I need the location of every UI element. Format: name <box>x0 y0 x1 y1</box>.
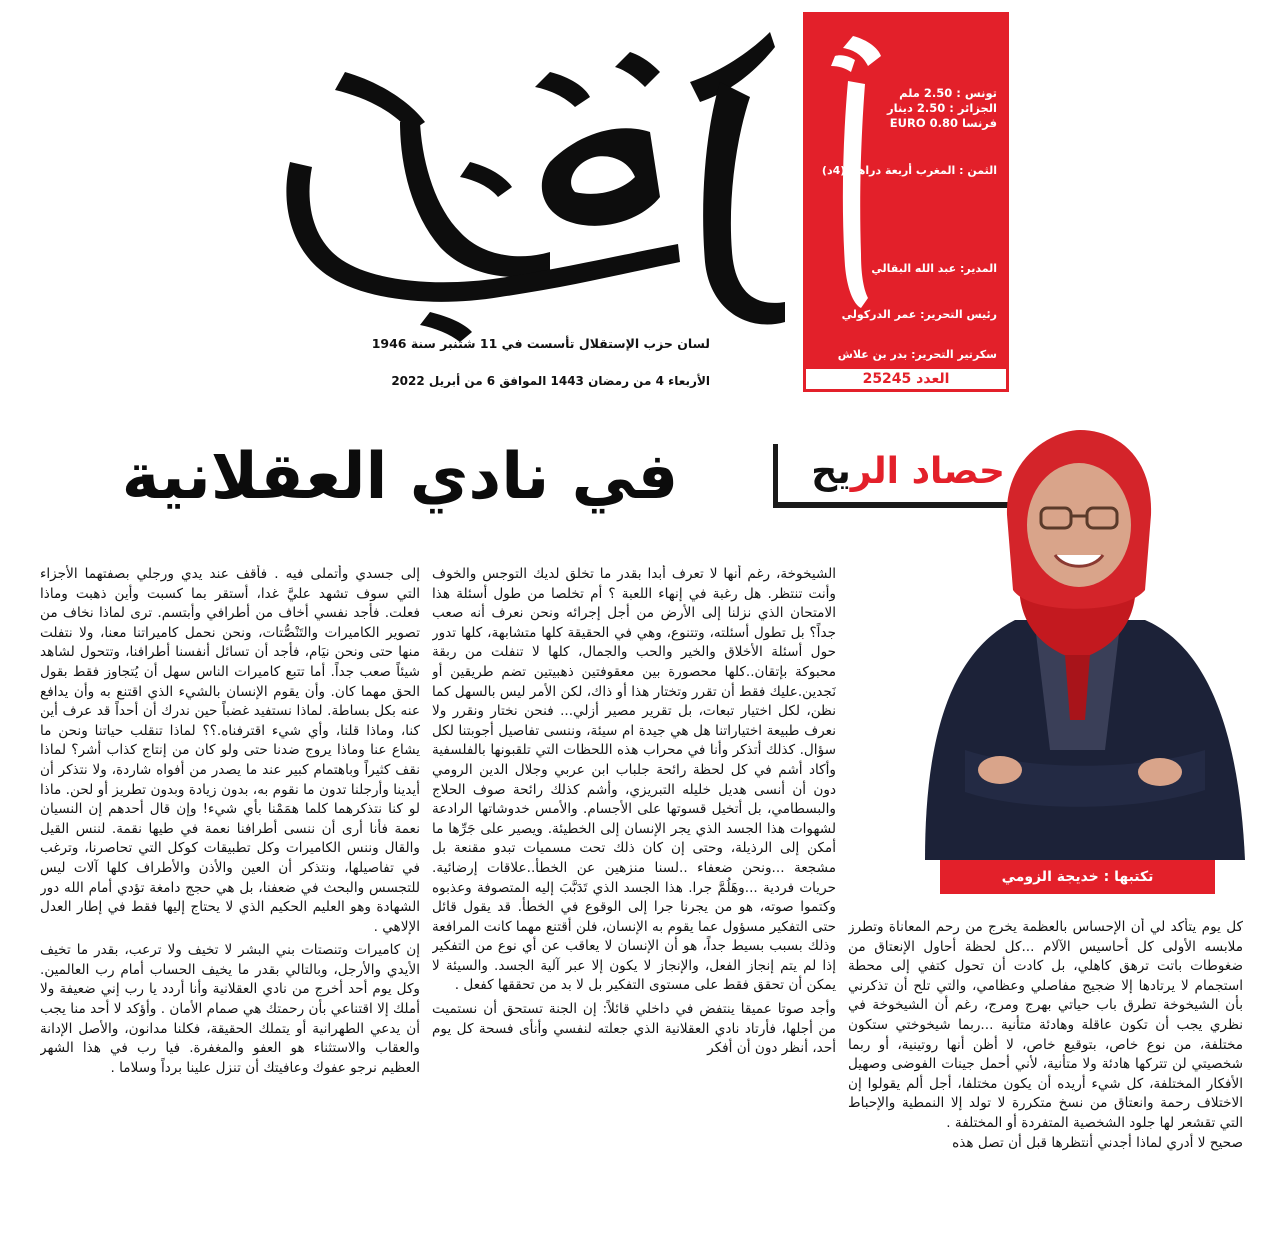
price-france: فرنسا EURO 0.80 <box>889 116 997 130</box>
author-byline: تكتبها : خديجة الزومي <box>940 860 1215 894</box>
column-name-part-3: يح <box>811 451 851 492</box>
author-photo-illustration <box>905 420 1250 860</box>
paragraph: إلى جسدي وأتملى فيه . فأقف عند يدي ورجلي بصفتهما الأجزاء التي سوف تشهد عليَّ غدا، أستقر بما كسبت وأين ذهبت وماذا فعلت. فأجد نفسي أخاف من أطرافي وأبتسم. ترى لماذا نخاف من تصوير الكاميرات والتَنْصُّتات، ونحن نحمل كاميراتنا معنا، ولا نتفلت منها حتى ونحن نيَام، فأجد أن تسائل أنفسنا أطرافنا، وتتحول لشاهد شيئاً صعب جداً. أما تتبع كاميرات الناس سهل أن يُتجاوز فقط بقول الحق مهما كان. وأن يقوم الإنسان بالشيء الذي اقتنع به وأن يدافع عنه بكل بساطة. لماذا نستفيد غضباً حين ندرك أن أحداً قد عرف أين كنا، وماذا قلنا، وأي شيء اقترفناه.؟؟ لماذا تنقلب حياتنا ونحن ما يشاع عنا وماذا يروج ضدنا حتى ولو كان من إنتاج كذاب أشر؟ لماذا نقف كثيراً وباهتمام كبير عند ما يصدر من أفواه شاردة، ولا نتذكر أن أيدينا وأرجلنا تدون ما نقوم به، بدون زيادة وبدون تطريز أو لحن. ماذا لو كنا نتذكرهما كلما همَمْنا بأي شيء! وإن قال أحدهم إن النسيان نعمة فأنا أرى أن ننسى أطرافنا نعمة في طيها نقمة. لننس القيل والقال وننس الكاميرات وكل تطبيقات كوكل التي تحاصرنا، وترغب في تفاصيلها، ونتذكر أن العين والأذن والأطراف كلها آلات ليس للتجسس والبحث في ضعفنا، بل هي حجج دامغة تؤدي أمام الله دور الشهادة وهو العليم الحكيم الذي لا يحتاج إليها فقط في إطار العدل الإلاهي . <box>40 566 420 935</box>
author-portrait <box>905 420 1250 860</box>
price-list <box>887 86 997 131</box>
price-algeria: الجزائر : 2.50 دينار <box>887 101 997 115</box>
article-column-left <box>40 565 420 1205</box>
director-credit: المدير: عبد الله البقالي <box>871 262 997 275</box>
issue-date: الأربعاء 4 من رمضان 1443 الموافق 6 من أبريل 2022 <box>391 374 710 388</box>
paragraph: صحيح لا أدري لماذا أجدني أنتظرها قبل أن تصل هذه <box>952 1134 1243 1151</box>
issue-number: العدد 25245 <box>803 366 1009 392</box>
paragraph: الشيخوخة، رغم أنها لا تعرف أبدا بقدر ما تخلق لديك التوجس والخوف وأنت تنتظر. هل رغبة في إنهاء اللعبة ؟ أم تخلصا من طول أسئلة هذا الامتحان الذي نزلنا إلى الأرض من أجل إجرائه ونحن نعرف أنه صعب جداً؟ بل تطول أسئلته، وتتنوع، وهي في الحقيقة كلها متشابهة، كلها تدور حول أسئلة الأخلاق والخير والحب والجمال، كلها لا تنفلت من ربقة محبوكة بإتقان..كلها محصورة بين معقوفتين ذهبيتين تضم طريقين أو نَجدين.عليك فقط أن تقرر وتختار هذا أو ذاك، لكن الأمر ليس بالسهل كما نظن، لكل اختيار تبعات، بل تقرير مصير أزلي... فنحن نختار ونقرر ولا نعرف طبيعة اختياراتنا هل هي جيدة ام سيئة، وننسى تفاصيل أجوبتنا لكل سؤال. كذلك أتذكر وأنا في محراب هذه اللحظات التي تلقبونها بالفلسفية وأكاد أشم في كل لحظة رائحة جلباب ابن عربي وجلال الدين الرومي دون أن أنسى هديل خليله التبريزي، وأشم كذلك رائحة صوف الحلاج والبسطامي، بل أتخيل قسوتها على الأجسام. والأمس خدوشاتها الرادعة لشهوات هذا الجسد الذي يجر الإنسان إلى الخطيئة. ويصير على جَرِّها ما أمكن إلى الرذيلة، وحتى إن كان ذلك تحت مسميات تبدو مقنعة بل مشجعة ...ونحن ضعفاء ..لسنا منزهين عن الخطأ..علاقات إرضائية. حريات فردية ...وهَلُمَّ جرا. هذا الجسد الذي تَدَبَّبَ إليه المتصوفة وعذبوه وكتموا صوته، هو من يجرنا جرا إلى الوقوع في الخطأ. قد يقول قائل حتى التفكير مسؤول عما يقوم به الإنسان، فلن أقتنع مهما كانت المرافعة وذلك بسبب بسيط جداً، هو أن الإنسان لا يعاقب عن أي نوع من التفكير إذا لم يتم إنجاز الفعل، والإنجاز لا يكون إلا عبر آلية الجسد. والسيئة لا يمكن أن تحقق فقط على مستوى التفكير بل لا بد من تحققها كفعل . <box>432 566 836 994</box>
article-column-middle <box>432 565 836 1220</box>
masthead-calligraphy <box>250 12 795 347</box>
article-headline: في نادي العقلانية <box>121 440 679 514</box>
paragraph: كل يوم يتأكد لي أن الإحساس بالعظمة يخرج من رحم المعاناة وتطرز ملابسه الأولى كل أحاسيس الآلام ...كل لحظة أحاول الإنعتاق من ضغوطات باتت ترهق كاهلي، بل كادت أن تحول كتفي إلى محطة استجمام لا يرتادها إلا ضجيج مفاصلي وعظامي، والتي تلح أن تذكرني بأن الشيخوخة تطرق باب حياتي بهرج ومرج، رغم أن الشيخوخة في نظري يجب أن تكون عاقلة وهادئة متأنية ...ربما شيخوختي ستكون مختلفة، من نوع خاص، بتوقيع خاص، لا أظن أنها روتينية، أو ربما شخصيتي لن تتركها هادئة ولا متأنية، لأني أحمل جينات الفوضى وصهيل الأفكار المختلفة، كل شيء أريده أن يكون مختلفا، أجل ألم يقولوا إن الاختلاف رحمة وانعتاق من نسخ متكررة لا تولد إلا النمطية والإحباط التي تقشعر لها جلود الشخصية المتفردة أو المختلفة . <box>848 919 1243 1131</box>
editorial-secretary-credit: سكرتير التحرير: بدر بن علاش <box>837 348 997 361</box>
column-name-part-2: الر <box>850 451 900 492</box>
editor-in-chief-credit: رئيس التحرير: عمر الدركولي <box>841 308 997 321</box>
paragraph: وأجد صوتا عميقا ينتفض في داخلي قائلاً: إن الجنة تستحق أن نستميت من أجلها، فأرتاد نادي العقلانية الذي جعلته لنفسي وأنأى فسحة كل يوم أحد، أنظر دون أن أفكر <box>432 1001 836 1057</box>
masthead-logo <box>250 12 795 347</box>
price-tunisia: تونس : 2.50 ملم <box>899 86 997 100</box>
masthead-info-panel <box>803 12 1009 392</box>
paragraph: إن كاميرات وتنصتات بني البشر لا تخيف ولا ترعب، بقدر ما تخيف الأيدي والأرجل، وبالتالي بقدر ما يخيف الحساب أمام رب العالمين. وكل يوم أحد أخرج من نادي العقلانية وأنا أردد يا رب إني ضعيفة ولا أملك إلا اقتناعي بأن رحمتك هي صمام الأمان . وأؤكد لا أحد منا يجب أن يدعي الطهرانية أو يتملك الحقيقة، فكلنا مدانون، والأصل الإدانة والعقاب والاستثناء هو العفو والمغفرة. فيا رب في هذا الشهر العظيم نرجو عفوك وعافيتك أن تنزل علينا برداً وسلاما . <box>40 942 420 1076</box>
masthead-tagline: لسان حزب الإستقلال تأسست في 11 شتنبر سنة 1946 <box>371 336 710 351</box>
price-morocco: الثمن : المغرب أربعة دراهم (4د) <box>821 164 997 177</box>
column-name-part-1: حصاد <box>911 451 1005 492</box>
article-column-right <box>848 918 1243 1223</box>
